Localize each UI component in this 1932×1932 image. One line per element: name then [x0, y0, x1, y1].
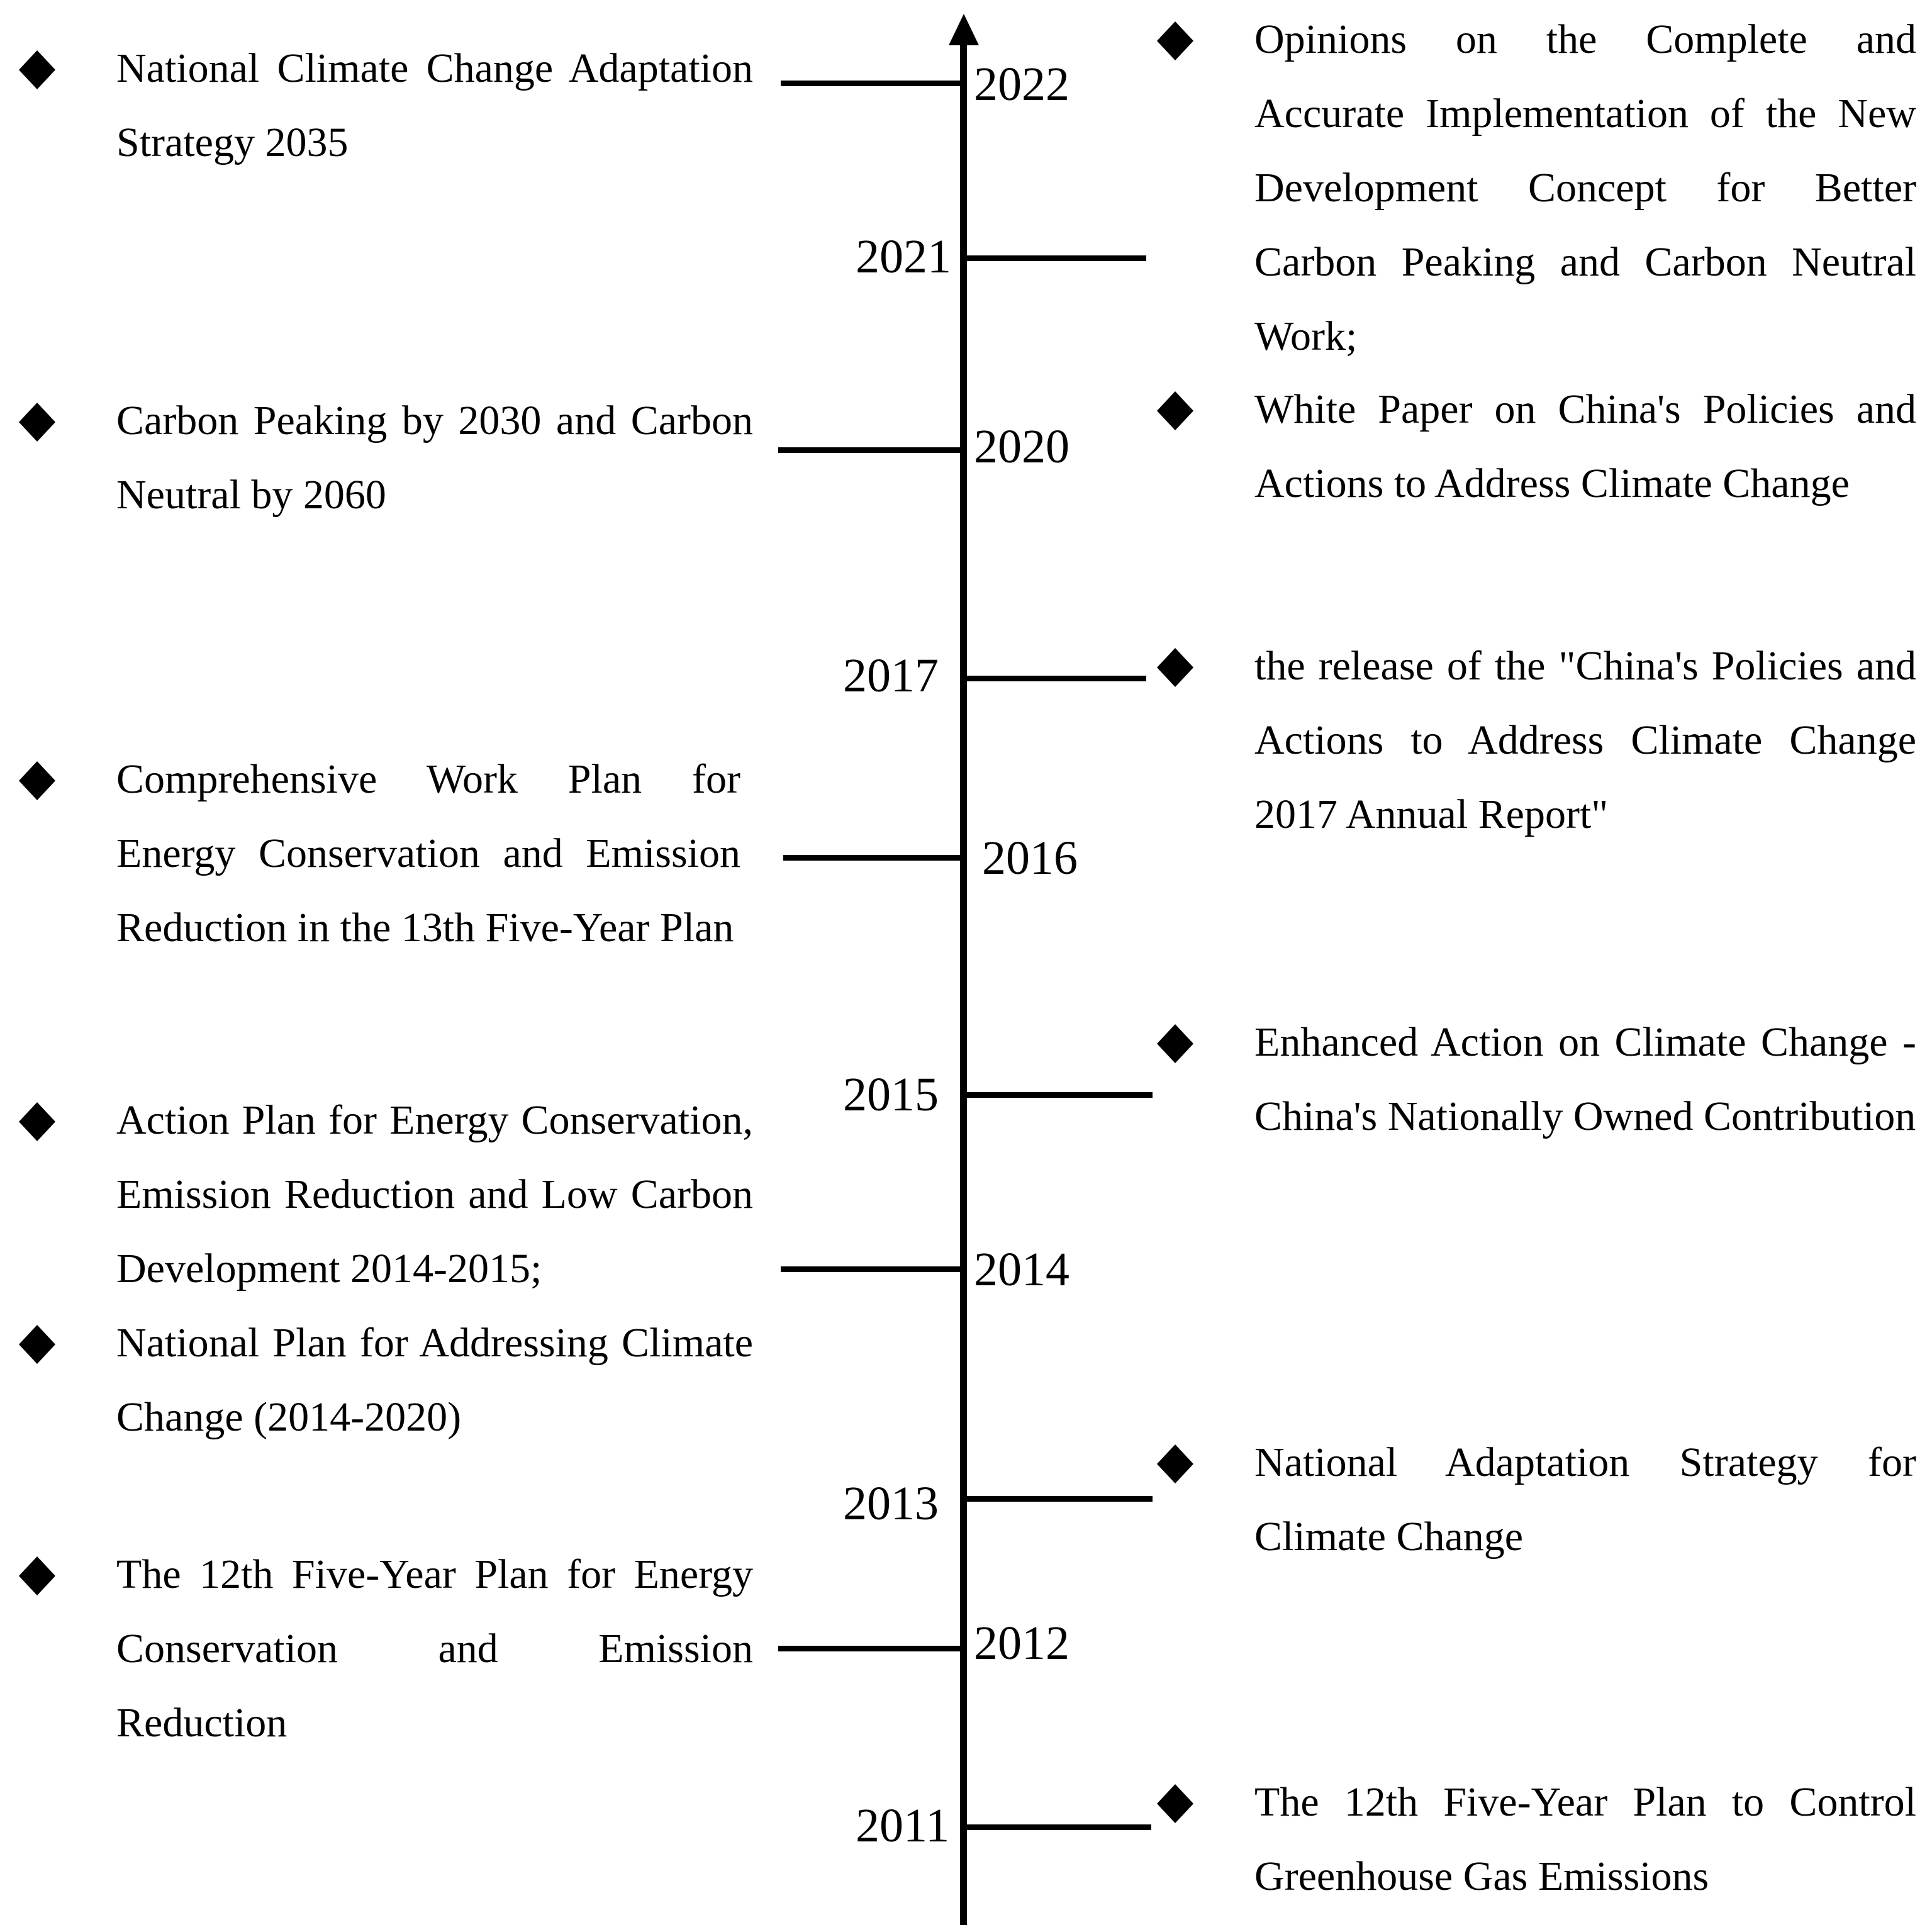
year-label-2014: 2014 — [974, 1243, 1069, 1296]
policy-entry-2011 — [1254, 1765, 1916, 1914]
policy-text: The 12th Five-Year Plan to Control Greenhouse Gas Emissions — [1254, 1779, 1916, 1899]
policy-text: Comprehensive Work Plan for Energy Conservation and Emission Reduction in the 13th Five-Year Plan — [116, 756, 740, 951]
policy-text: Opinions on the Complete and Accurate Implementation of the New Development Concept for Better Carbon Peaking and Carbon Neutral Work; — [1254, 16, 1916, 359]
tick-2014 — [781, 1266, 964, 1272]
policy-entry-2020-right — [1254, 372, 1916, 521]
tick-2017 — [964, 676, 1146, 681]
policy-entry-2014-b — [116, 1306, 753, 1455]
tick-2011 — [964, 1824, 1151, 1830]
policy-entry-2021 — [1254, 3, 1916, 374]
year-label-2022: 2022 — [974, 58, 1069, 111]
policy-text: National Climate Change Adaptation Strategy 2035 — [116, 45, 753, 165]
tick-2016 — [783, 855, 964, 861]
policy-text: National Plan for Addressing Climate Change (2014-2020) — [116, 1320, 753, 1440]
policy-text: the release of the "China's Policies and Actions to Address Climate Change 2017 Annual Report" — [1254, 643, 1916, 837]
year-label-2016: 2016 — [982, 832, 1078, 885]
policy-entry-2022 — [116, 31, 753, 180]
policy-entry-2014-a — [116, 1083, 753, 1306]
policy-text: The 12th Five-Year Plan for Energy Conservation and Emission Reduction — [116, 1551, 753, 1746]
policy-entry-2016 — [116, 742, 740, 965]
year-label-2020: 2020 — [974, 420, 1069, 473]
policy-entry-2017 — [1254, 629, 1916, 852]
tick-2021 — [964, 255, 1146, 261]
policy-text: Enhanced Action on Climate Change - China's Nationally Owned Contribution — [1254, 1019, 1916, 1139]
tick-2022 — [781, 81, 964, 86]
year-label-2013: 2013 — [843, 1477, 939, 1530]
tick-2012 — [778, 1646, 964, 1651]
tick-2015 — [964, 1092, 1153, 1098]
policy-entry-2015 — [1254, 1005, 1916, 1154]
policy-entry-2012 — [116, 1538, 753, 1760]
policy-text: White Paper on China's Policies and Actions to Address Climate Change — [1254, 386, 1916, 506]
tick-2020 — [778, 447, 964, 453]
year-label-2021: 2021 — [856, 230, 951, 283]
policy-text: National Adaptation Strategy for Climate Change — [1254, 1439, 1916, 1560]
policy-entry-2020 — [116, 384, 753, 532]
policy-entry-2013 — [1254, 1426, 1916, 1574]
year-label-2011: 2011 — [856, 1799, 950, 1852]
year-label-2017: 2017 — [843, 649, 939, 702]
tick-2013 — [964, 1496, 1153, 1502]
timeline-axis — [960, 38, 967, 1925]
policy-text: Action Plan for Energy Conservation, Emission Reduction and Low Carbon Development 2014-2015; — [116, 1097, 753, 1292]
year-label-2012: 2012 — [974, 1617, 1069, 1670]
policy-text: Carbon Peaking by 2030 and Carbon Neutral by 2060 — [116, 398, 753, 518]
year-label-2015: 2015 — [843, 1068, 939, 1121]
